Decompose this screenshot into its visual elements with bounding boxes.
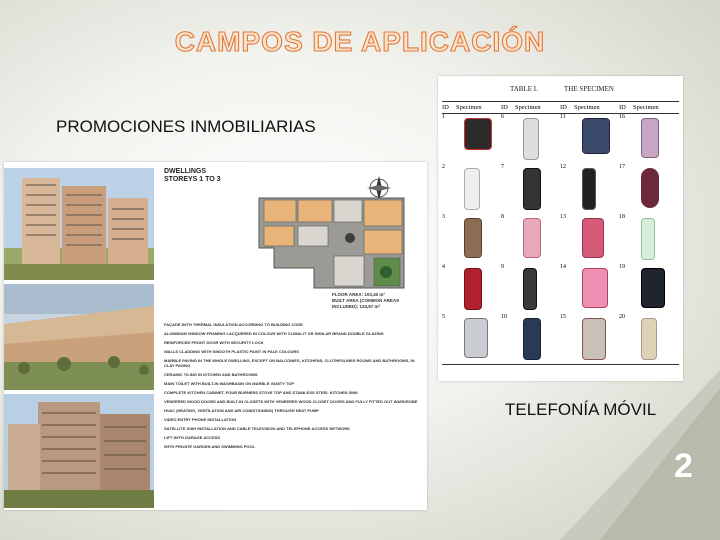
phone-photo bbox=[523, 118, 539, 160]
phone-photo bbox=[641, 118, 659, 158]
brochure-heading-line2: STOREYS 1 TO 3 bbox=[164, 176, 221, 183]
spec-item: WALLS CLADDING WITH SMOOTH PLASTIC PAINT IN PALE COLOURS bbox=[164, 349, 299, 354]
page-number: 2 bbox=[674, 447, 693, 485]
specimen-image bbox=[456, 164, 501, 214]
phone-photo bbox=[464, 318, 488, 358]
left-caption: PROMOCIONES INMOBILIARIAS bbox=[56, 117, 316, 136]
phone-photo bbox=[464, 168, 480, 210]
phone-photo bbox=[582, 318, 606, 360]
spec-item: VIDEO ENTRY PHONE INSTALLATION bbox=[164, 417, 237, 422]
specimen-image bbox=[515, 114, 560, 165]
floor-plan bbox=[164, 168, 422, 298]
column-header: ID bbox=[619, 102, 633, 114]
building-photo-1 bbox=[4, 168, 154, 280]
specimen-image bbox=[633, 314, 679, 365]
spec-item: REINFORCED FRONT DOOR WITH SECURITY LOCK bbox=[164, 340, 264, 345]
column-header: Specimen bbox=[456, 102, 501, 114]
specimen-id: 1 bbox=[442, 114, 445, 120]
specimen-id: 9 bbox=[501, 264, 504, 270]
column-header: Specimen bbox=[515, 102, 560, 114]
phone-photo bbox=[582, 168, 596, 210]
building-photo-2 bbox=[4, 284, 154, 390]
built-area: BUILT AREA (COMMON AREAS INCLUDED): 133,57 m² bbox=[332, 298, 400, 309]
specimen-image bbox=[633, 114, 679, 165]
specimen-image bbox=[456, 314, 501, 365]
spec-item: WITH PRIVATE GARDEN AND SWIMMING POOL bbox=[164, 444, 256, 449]
specimen-id: 19 bbox=[619, 264, 625, 270]
floor-area: FLOOR AREA: 103,40 m² bbox=[332, 292, 385, 297]
specimen-id: 18 bbox=[619, 214, 625, 220]
specimen-id: 15 bbox=[560, 314, 574, 365]
specimen-image bbox=[515, 264, 560, 314]
phone-photo bbox=[523, 218, 541, 258]
specimen-image bbox=[456, 264, 501, 314]
spec-item: SATELLITE DISH INSTALLATION AND CABLE TELEVISION AND TELEPHONE ACCESS NETWORK bbox=[164, 426, 351, 431]
building-photo-3 bbox=[4, 394, 154, 508]
specimen-image bbox=[574, 164, 619, 214]
specimen-image bbox=[574, 114, 619, 165]
specimen-image bbox=[633, 164, 679, 214]
phone-photo bbox=[641, 168, 659, 208]
phone-photo bbox=[464, 218, 482, 258]
table-caption-right: THE SPECIMEN bbox=[564, 85, 614, 93]
specimen-image bbox=[456, 214, 501, 264]
table-header-row bbox=[442, 102, 679, 114]
specimen-image bbox=[456, 114, 501, 165]
spec-item: MARBLE PAVING IN THE WHOLE DWELLING, EXCEPT ON BALCONIES, KITCHENS, CLOTHESLINES ROOMS AND BATHROOMS, IN CLAY PAVING bbox=[164, 358, 415, 368]
compass-icon bbox=[367, 176, 391, 200]
phone-photo bbox=[523, 318, 541, 360]
specimen-id: 7 bbox=[501, 164, 504, 170]
spec-list bbox=[164, 322, 422, 453]
column-header: ID bbox=[501, 102, 515, 114]
phone-photo bbox=[464, 268, 482, 310]
specimen-image bbox=[633, 214, 679, 264]
spec-item: ALUMINIUM WINDOW FRAMING LACQUERED IN COLOUR WITH CLIMALIT OR SIMILAR BRAND DOUBLE GLAZING bbox=[164, 331, 384, 336]
specimen-image bbox=[574, 214, 619, 264]
specimen-id: 8 bbox=[501, 214, 504, 220]
spec-item: LIFT WITH GARAGE ACCESS bbox=[164, 435, 221, 440]
specimen-id: 5 bbox=[442, 314, 456, 365]
area-info bbox=[332, 292, 420, 310]
slide-title: CAMPOS DE APLICACIÓN bbox=[174, 26, 546, 57]
specimen-image bbox=[515, 214, 560, 264]
phone-photo bbox=[641, 218, 655, 260]
column-header: Specimen bbox=[574, 102, 619, 114]
table-caption-left: TABLE I. bbox=[510, 85, 538, 93]
spec-item: FAÇADE WITH THERMAL INSULATION ACCORDING TO BUILDING CODE bbox=[164, 322, 303, 327]
specimen-id: 11 bbox=[560, 114, 566, 120]
table-row bbox=[442, 264, 679, 314]
specimen-id: 17 bbox=[619, 164, 625, 170]
phone-photo bbox=[582, 268, 608, 308]
specimen-id: 20 bbox=[619, 314, 633, 365]
spec-item: CERAMIC TILING IN KITCHEN AND BATHROOMS bbox=[164, 372, 258, 377]
real-estate-brochure bbox=[4, 162, 427, 510]
spec-item: VENEERED WOOD DOORS AND BUILT-IN CLOSETS WITH VENEERED WOOD CLOSET DOORS AND FULLY FITTED OUT WARDROBE bbox=[164, 399, 418, 404]
specimen-id: 14 bbox=[560, 264, 566, 270]
specimen-id: 10 bbox=[501, 314, 515, 365]
phone-photo bbox=[582, 218, 604, 258]
table-row bbox=[442, 164, 679, 214]
specimen-image bbox=[633, 264, 679, 314]
right-caption: TELEFONÍA MÓVIL bbox=[505, 400, 657, 419]
specimen-table bbox=[442, 101, 679, 365]
specimen-image bbox=[574, 264, 619, 314]
specimen-id: 2 bbox=[442, 164, 445, 170]
column-header: ID bbox=[442, 102, 456, 114]
phone-photo bbox=[464, 118, 492, 150]
specimen-image bbox=[574, 314, 619, 365]
phone-photo bbox=[641, 268, 665, 308]
phone-photo bbox=[641, 318, 657, 360]
spec-item: MAIN TOILET WITH BUILT-IN WASHBASIN ON MARBLE VANITY TOP bbox=[164, 381, 295, 386]
phone-photo bbox=[523, 268, 537, 310]
spec-item: COMPLETE KITCHEN CABINET, FOUR BURNERS STOVE TOP AND STAINLESS STEEL KITCHEN SINK bbox=[164, 390, 359, 395]
specimen-id: 13 bbox=[560, 214, 566, 220]
spec-item: HVAC (HEATING, VENTILATION AND AIR CONDITIONING) THROUGH HEAT PUMP bbox=[164, 408, 319, 413]
column-header: ID bbox=[560, 102, 574, 114]
specimen-id: 4 bbox=[442, 264, 445, 270]
brochure-heading-line1: DWELLINGS bbox=[164, 168, 206, 175]
specimen-id: 3 bbox=[442, 214, 445, 220]
phone-photo bbox=[523, 168, 541, 210]
table-row bbox=[442, 114, 679, 165]
table-row bbox=[442, 214, 679, 264]
specimen-id: 6 bbox=[501, 114, 504, 120]
specimen-id: 12 bbox=[560, 164, 566, 170]
specimen-id: 16 bbox=[619, 114, 625, 120]
table-row bbox=[442, 314, 679, 365]
phone-specimen-table-panel bbox=[438, 76, 683, 381]
column-header: Specimen bbox=[633, 102, 679, 114]
corner-decoration bbox=[560, 370, 720, 540]
phone-photo bbox=[582, 118, 610, 154]
specimen-image bbox=[515, 164, 560, 214]
specimen-image bbox=[515, 314, 560, 365]
